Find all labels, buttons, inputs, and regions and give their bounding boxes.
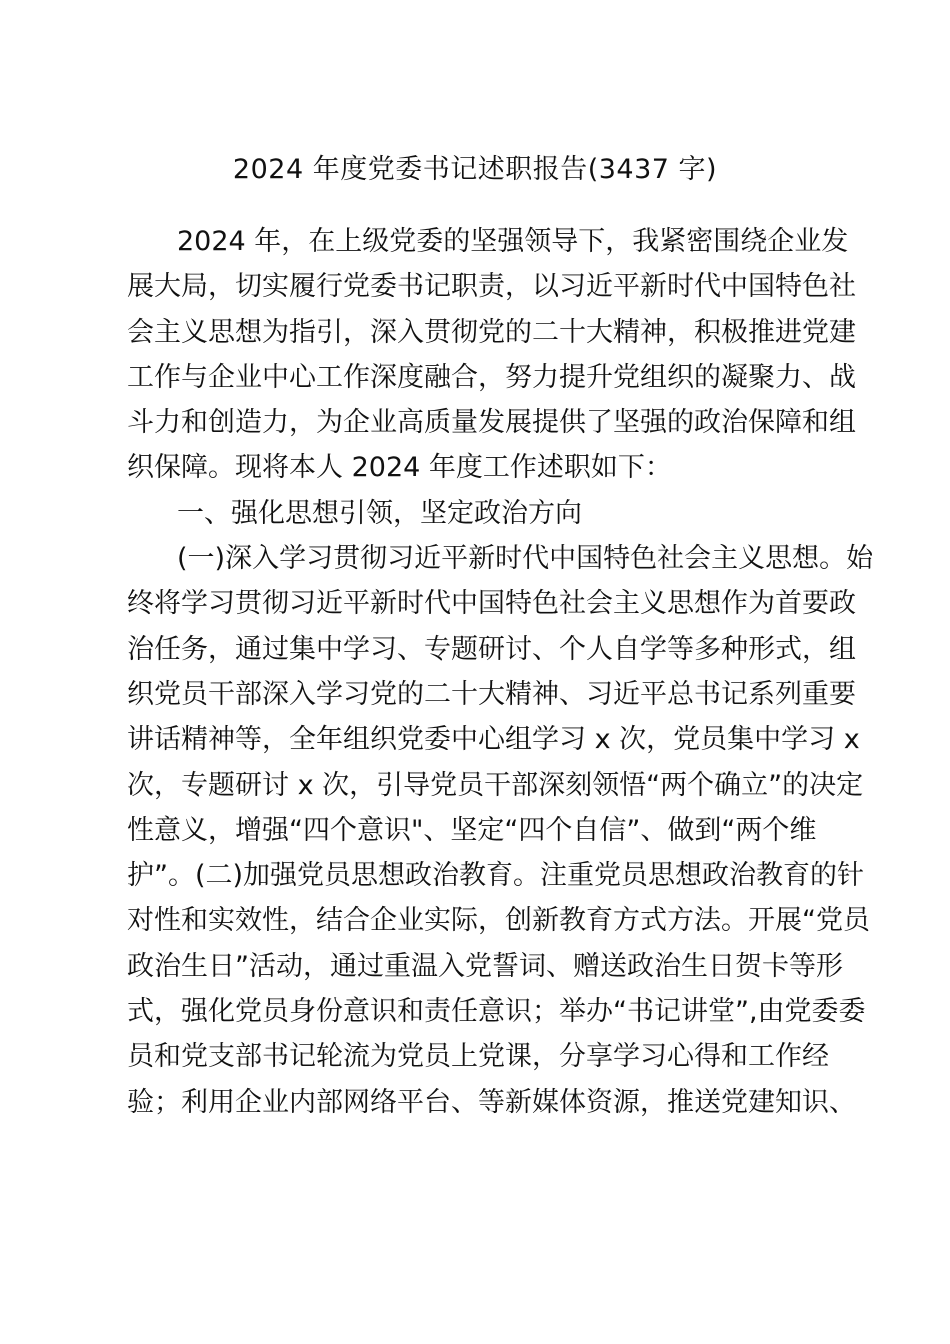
document-title: 2024 年度党委书记述职报告(3437 字) [232, 154, 718, 185]
paragraph-line: 2024 年，在上级党委的坚强领导下，我紧密围绕企业发 [177, 226, 849, 257]
paragraph-line: 展大局，切实履行党委书记职责，以习近平新时代中国特色社 [127, 271, 856, 303]
paragraph-line: 护”。(二)加强党员思想政治教育。注重党员思想政治教育的针 [127, 860, 865, 892]
paragraph-line: 终将学习贯彻习近平新时代中国特色社会主义思想作为首要政 [127, 588, 856, 620]
paragraph-line: 织党员干部深入学习党的二十大精神、习近平总书记系列重要 [127, 678, 856, 710]
paragraph-line: 会主义思想为指引，深入贯彻党的二十大精神，积极推进党建 [127, 316, 856, 348]
section-heading: 一、强化思想引领，坚定政治方向 [177, 497, 582, 529]
paragraph-line: 验；利用企业内部网络平台、等新媒体资源，推送党建知识、 [127, 1086, 856, 1118]
paragraph-line: (一)深入学习贯彻习近平新时代中国特色社会主义思想。始 [177, 543, 874, 575]
paragraph-line: 式，强化党员身份意识和责任意识；举办“书记讲堂”,由党委委 [127, 996, 866, 1028]
document-body [127, 219, 874, 1125]
paragraph-line: 员和党支部书记轮流为党员上党课，分享学习心得和工作经 [127, 1041, 829, 1073]
paragraph-line: 性意义，增强“四个意识"、坚定“四个自信”、做到“两个维 [127, 814, 817, 846]
paragraph-line: 政治生日”活动，通过重温入党誓词、赠送政治生日贺卡等形 [127, 950, 843, 982]
paragraph-line: 讲话精神等，全年组织党委中心组学习 x 次，党员集中学习 x [127, 724, 860, 756]
paragraph-line: 治任务，通过集中学习、专题研讨、个人自学等多种形式，组 [127, 633, 856, 665]
paragraph-line: 对性和实效性，结合企业实际，创新教育方式方法。开展“党员 [127, 905, 870, 937]
paragraph-line: 工作与企业中心工作深度融合，努力提升党组织的凝聚力、战 [127, 361, 856, 393]
paragraph-line: 次，专题研讨 x 次，引导党员干部深刻领悟“两个确立”的决定 [127, 769, 864, 801]
paragraph-line: 斗力和创造力，为企业高质量发展提供了坚强的政治保障和组 [127, 407, 856, 439]
paragraph-line: 织保障。现将本人 2024 年度工作述职如下： [127, 452, 672, 484]
